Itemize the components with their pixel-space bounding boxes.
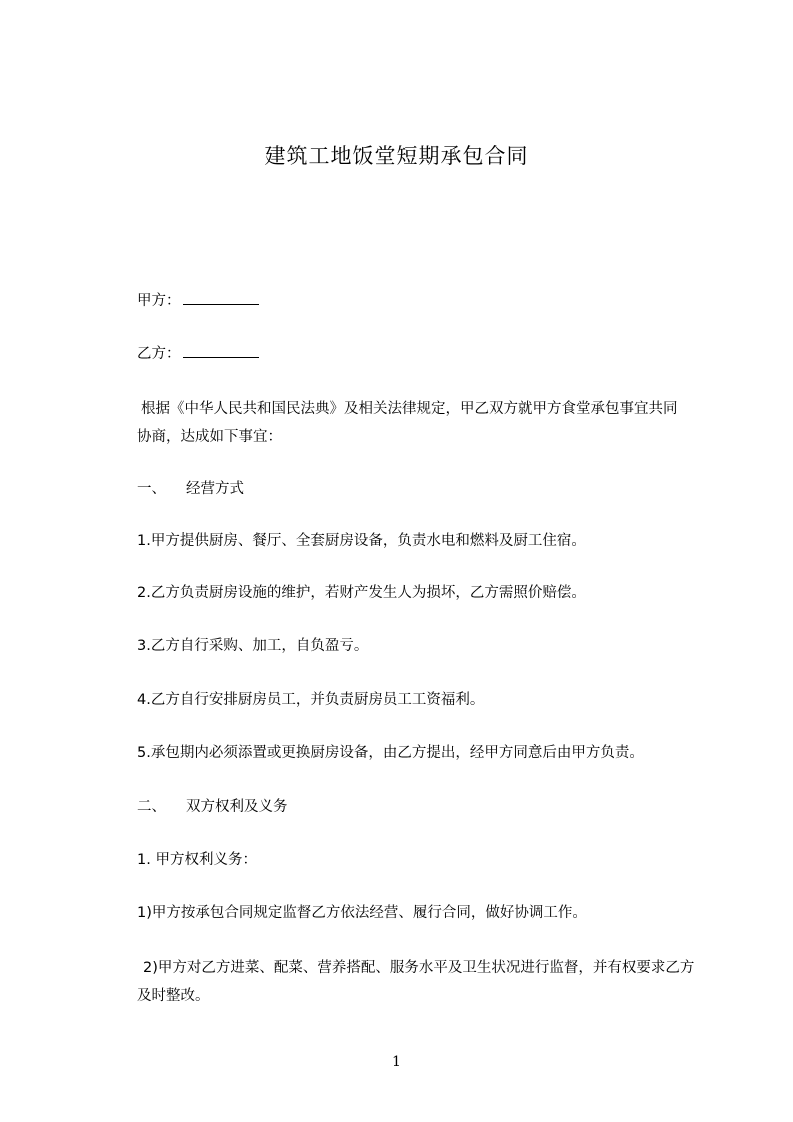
document-title: 建筑工地饭堂短期承包合同 xyxy=(264,144,529,168)
party-a-label: 甲方： xyxy=(137,293,181,309)
party-b-line xyxy=(137,343,259,365)
party-a-line xyxy=(137,290,259,312)
party-b-blank xyxy=(183,343,259,358)
section-2-title: 双方权利及义务 xyxy=(186,799,288,815)
section-1-item: 3.乙方自行采购、加工，自负盈亏。 xyxy=(137,638,369,654)
section-1-item: 2.乙方负责厨房设施的维护，若财产发生人为损坏，乙方需照价赔偿。 xyxy=(137,585,586,601)
section-1-title: 经营方式 xyxy=(186,481,244,497)
section-1-number: 一、 xyxy=(137,481,166,497)
section-2-heading xyxy=(137,796,288,818)
section-1-heading xyxy=(137,478,244,500)
section-2-item: 1)甲方按承包合同规定监督乙方依法经营、履行合同，做好协调工作。 xyxy=(137,905,587,921)
page-number: 1 xyxy=(392,1054,401,1070)
party-b-label: 乙方： xyxy=(137,346,181,362)
section-1-item: 5.承包期内必须添置或更换厨房设备，由乙方提出，经甲方同意后由甲方负责。 xyxy=(137,745,644,761)
section-2-subheading: 1. 甲方权利义务： xyxy=(137,852,257,868)
party-a-blank xyxy=(183,290,259,305)
section-2-number: 二、 xyxy=(137,799,166,815)
section-1-item: 1.甲方提供厨房、餐厅、全套厨房设备，负责水电和燃料及厨工住宿。 xyxy=(137,533,586,549)
preamble-paragraph: 根据《中华人民共和国民法典》及相关法律规定，甲乙双方就甲方食堂承包事宜共同协商，达成如下事宜： xyxy=(137,401,678,445)
section-2-item: 2)甲方对乙方进菜、配菜、营养搭配、服务水平及卫生状况进行监督，并有权要求乙方及时整改。 xyxy=(137,960,695,1004)
section-1-item: 4.乙方自行安排厨房员工，并负责厨房员工工资福利。 xyxy=(137,692,485,708)
